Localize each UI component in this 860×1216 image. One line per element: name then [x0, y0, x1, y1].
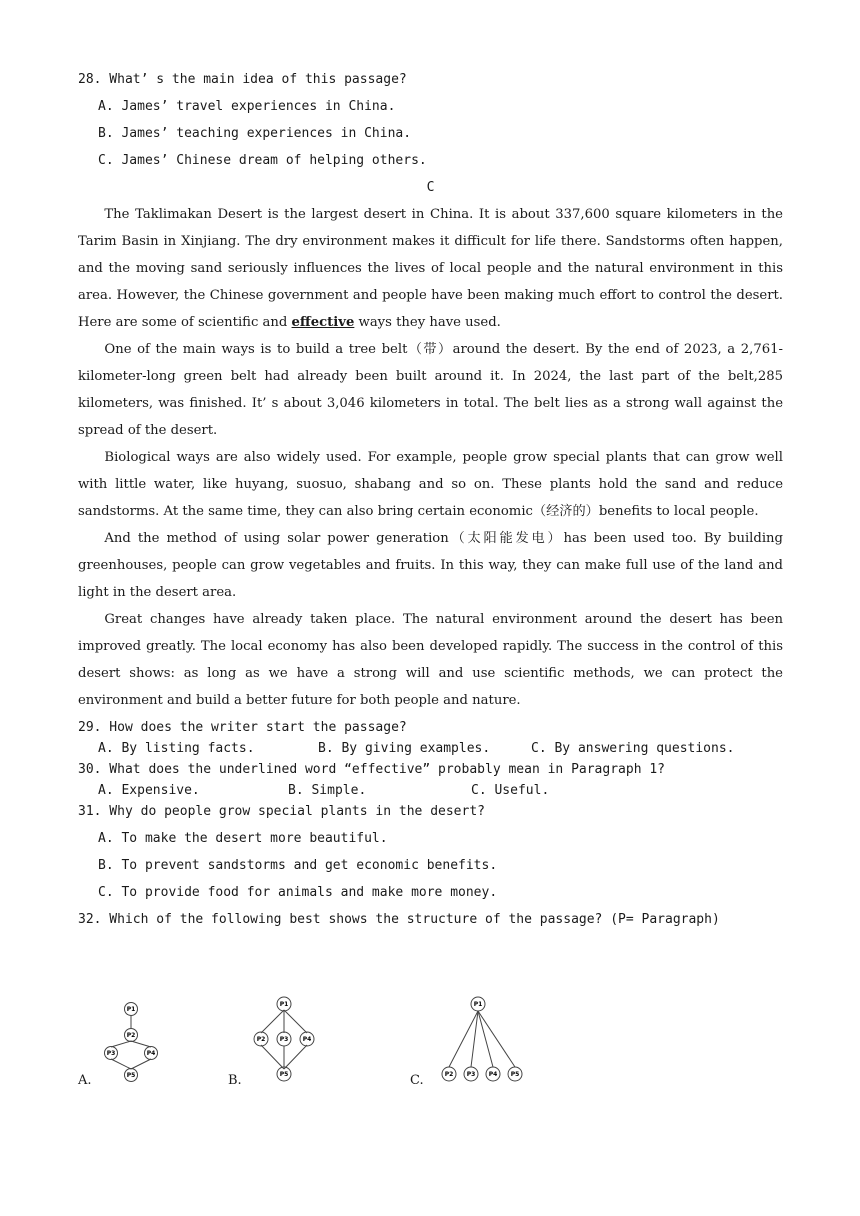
a-node-p3: P3	[106, 1050, 116, 1057]
c-node-p2: P2	[444, 1071, 454, 1078]
b-node-p3: P3	[279, 1036, 289, 1043]
diagram-b-svg	[228, 995, 348, 1090]
q30-option-c: C. Useful.	[471, 783, 550, 798]
q32-stem: 32. Which of the following best shows the structure of the passage? (P= Paragraph)	[78, 912, 720, 927]
paragraph-1	[78, 201, 783, 336]
b-node-p4: P4	[302, 1036, 312, 1043]
worksheet	[78, 66, 783, 933]
b-node-p1: P1	[279, 1001, 289, 1008]
paragraph-3: Biological ways are also widely used. For example, people grow special plants that can grow well with little water, like huyang, suosuo, shabang and so on. These plants hold the sand and reduce sandstorms. At the same time, they can also bring certain economic（经济的）benefits to local people.	[78, 450, 783, 519]
c-node-p4: P4	[488, 1071, 498, 1078]
c-node-p1: P1	[473, 1001, 483, 1008]
q31-stem: 31. Why do people grow special plants in the desert?	[78, 804, 485, 819]
diagram-a	[78, 995, 178, 1090]
q30-stem: 30. What does the underlined word “effective” probably mean in Paragraph 1?	[78, 762, 665, 777]
paragraph-1-start: The Taklimakan Desert is the largest desert in China. It is about 337,600 square kilometers in the Tarim Basin in Xinjiang. The dry environment makes it difficult for life there. Sandstorms often happen, and the moving sand seriously influences the lives of local people and the natural environment in this area. However, the Chinese government and people have been making much effort to control the desert. Here are some of scientific and	[78, 207, 783, 330]
q29-options	[78, 741, 783, 756]
diagram-c-svg	[410, 995, 550, 1090]
diagram-c-label: C.	[410, 1073, 424, 1088]
q29-stem: 29. How does the writer start the passage?	[78, 720, 407, 735]
diagram-c	[410, 995, 550, 1090]
a-node-p1: P1	[126, 1006, 136, 1013]
b-node-p5: P5	[279, 1071, 289, 1078]
a-node-p4: P4	[146, 1050, 156, 1057]
q29-option-a: A. By listing facts.	[98, 741, 255, 756]
q28-option-c: C. James’ Chinese dream of helping others.	[98, 153, 427, 168]
q28-stem: 28. What’ s the main idea of this passage?	[78, 72, 407, 87]
a-node-p5: P5	[126, 1072, 136, 1079]
q30-options	[78, 783, 783, 798]
diagram-b	[228, 995, 348, 1090]
paragraph-5: Great changes have already taken place. The natural environment around the desert has been improved greatly. The local economy has also been developed rapidly. The success in the control of this desert shows: as long as we have a strong will and use scientific methods, we can protect the environment and build a better future for both people and nature.	[78, 612, 783, 708]
q31-option-a: A. To make the desert more beautiful.	[98, 831, 388, 846]
diagram-a-label: A.	[78, 1073, 92, 1088]
passage-heading: C	[426, 180, 435, 195]
paragraph-2: One of the main ways is to build a tree belt（带）around the desert. By the end of 2023, a 2,761-kilometer-long green belt had already been built around it. In 2024, the last part of the belt,285 kilometers, was finished. It’ s about 3,046 kilometers in total. The belt lies as a strong wall against the spread of the desert.	[78, 342, 783, 438]
c-node-p3: P3	[466, 1071, 476, 1078]
q30-option-b: B. Simple.	[288, 783, 367, 798]
c-node-p5: P5	[510, 1071, 520, 1078]
a-node-p2: P2	[126, 1032, 136, 1039]
diagram-a-svg	[78, 995, 178, 1090]
underlined-word: effective	[291, 315, 355, 330]
structure-diagrams	[78, 995, 783, 1090]
q29-option-b: B. By giving examples.	[318, 741, 491, 756]
q31-option-c: C. To provide food for animals and make more money.	[98, 885, 498, 900]
b-node-p2: P2	[256, 1036, 266, 1043]
q29-option-c: C. By answering questions.	[531, 741, 735, 756]
q28-option-b: B. James’ teaching experiences in China.	[98, 126, 412, 141]
paragraph-1-end: ways they have used.	[354, 315, 501, 330]
q28-option-a: A. James’ travel experiences in China.	[98, 99, 396, 114]
paragraph-4: And the method of using solar power generation（太阳能发电）has been used too. By building greenhouses, people can grow vegetables and fruits. In this way, they can make full use of the land and light in the desert area.	[78, 531, 783, 600]
q31-option-b: B. To prevent sandstorms and get economic benefits.	[98, 858, 498, 873]
q30-option-a: A. Expensive.	[98, 783, 200, 798]
diagram-b-label: B.	[228, 1073, 242, 1088]
